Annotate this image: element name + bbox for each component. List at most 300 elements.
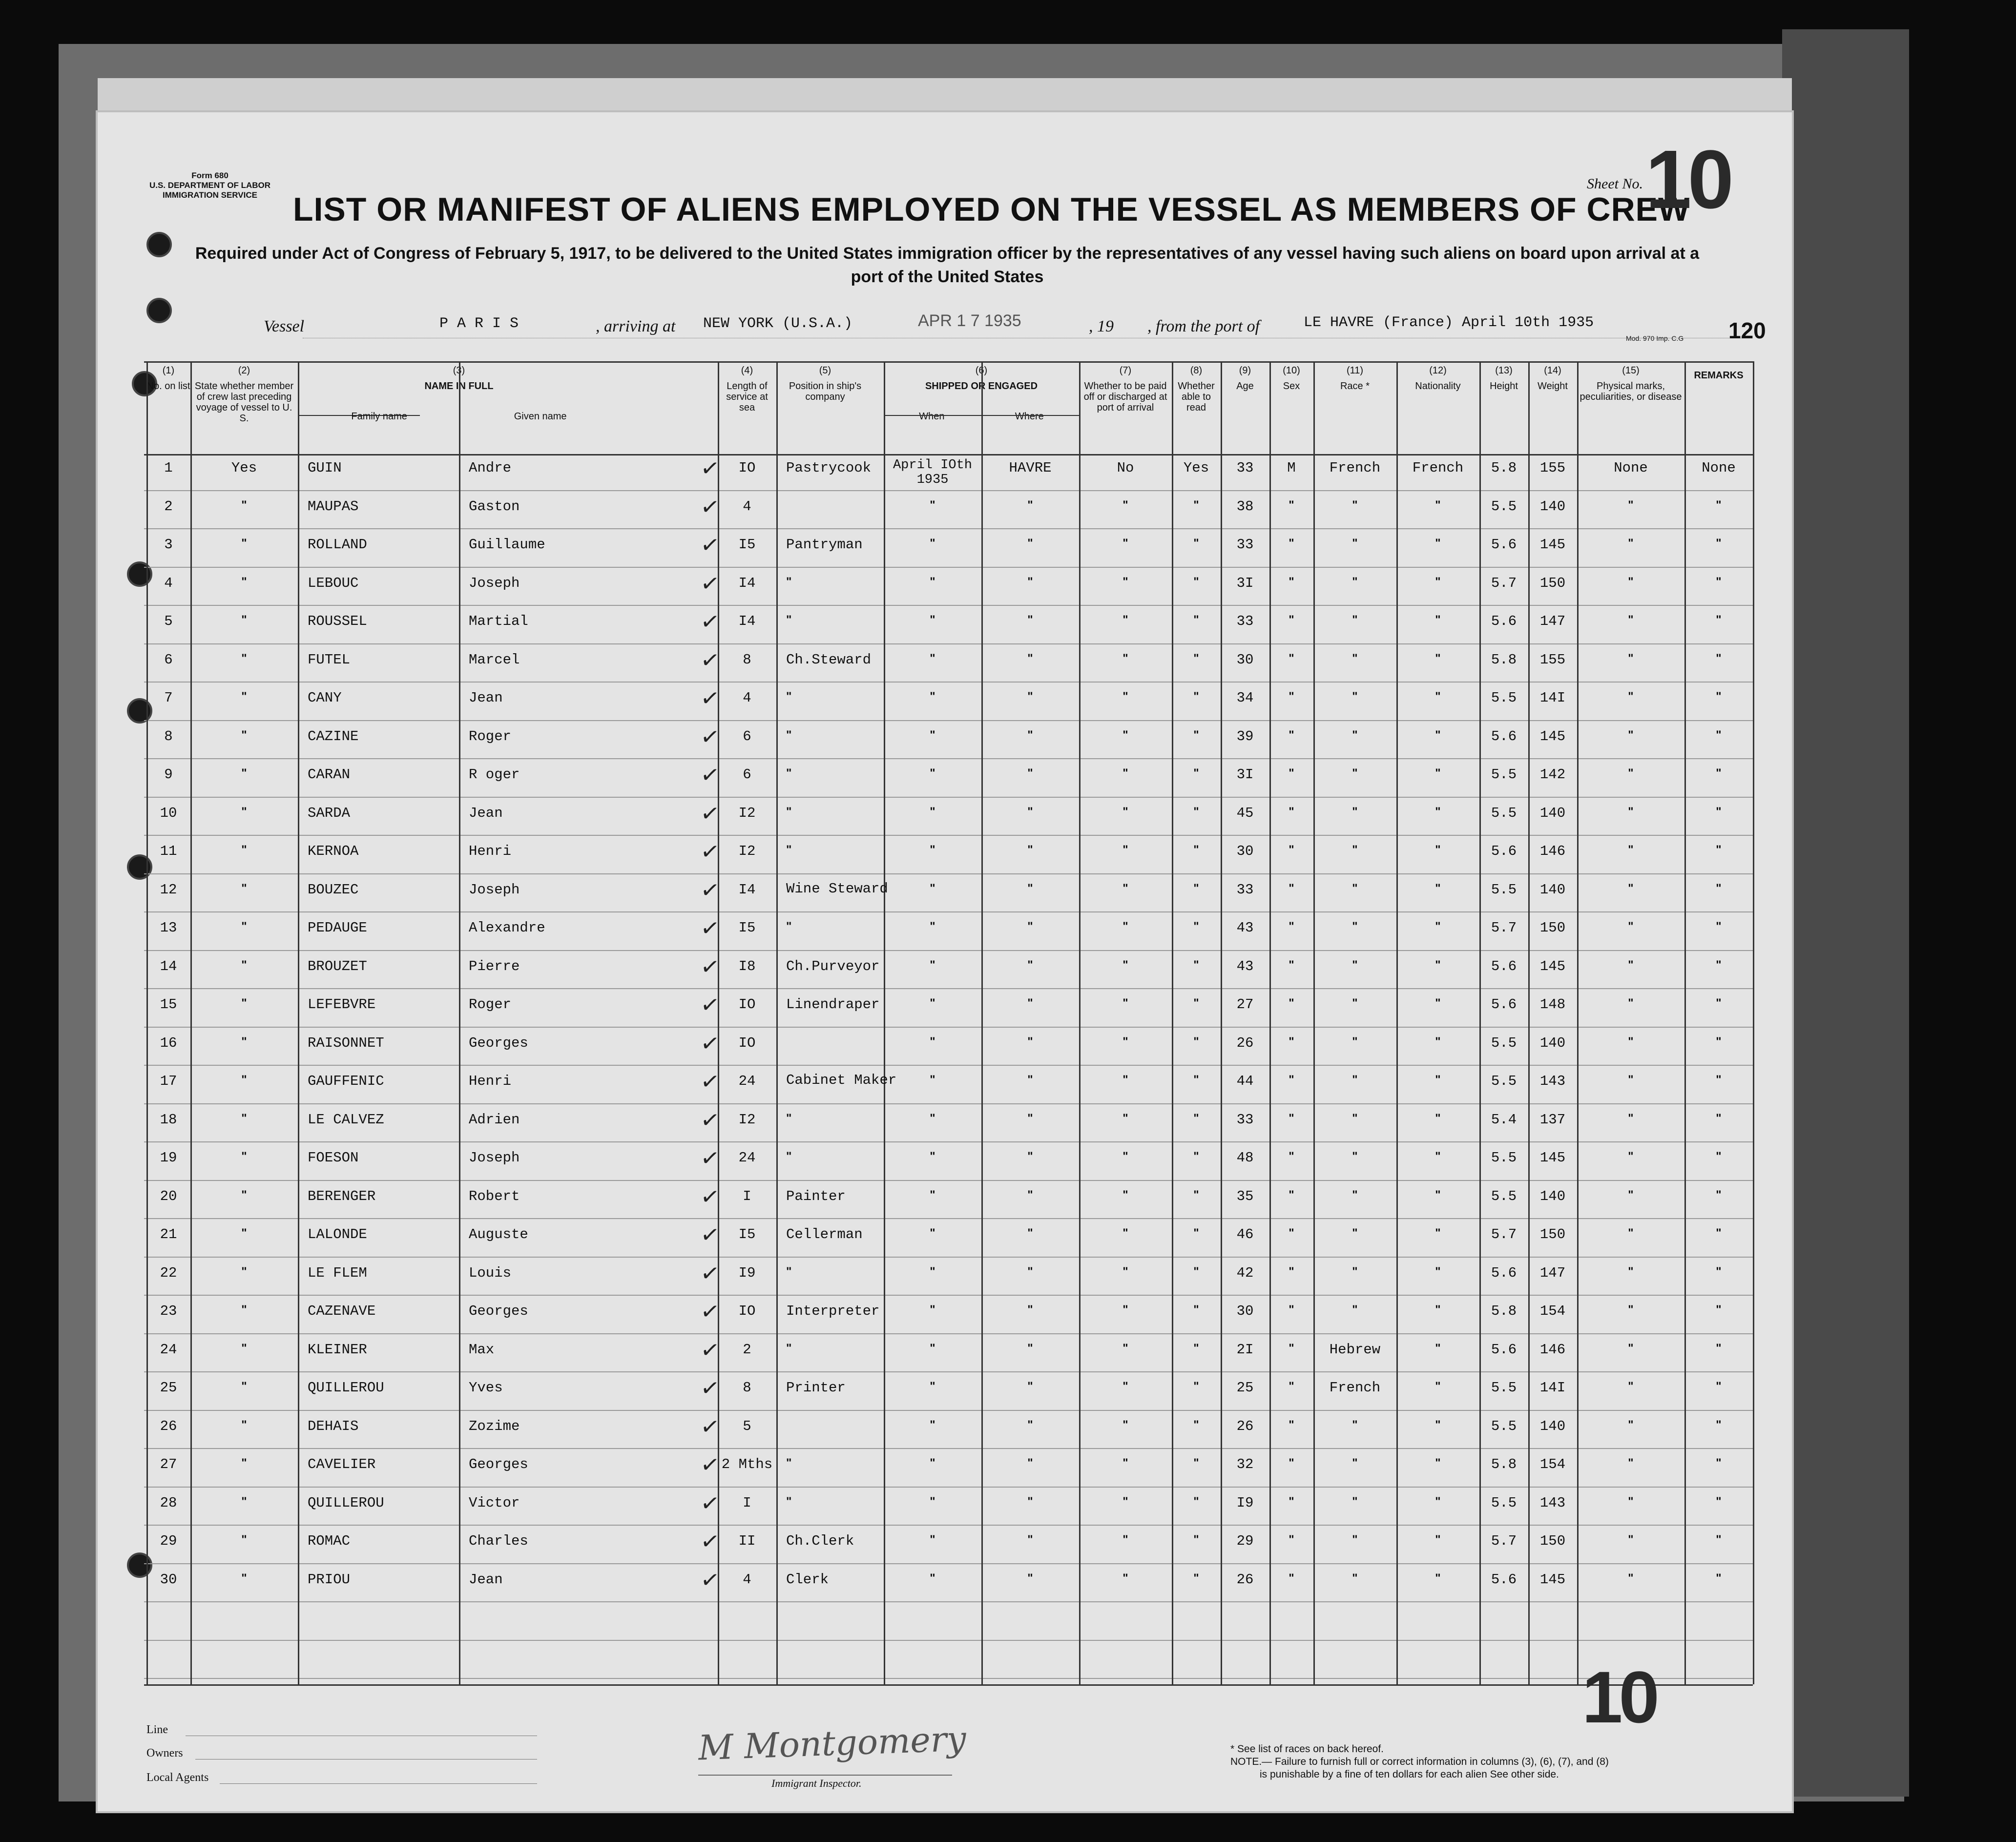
cell-remarks: ": [1716, 1380, 1722, 1393]
table-row-rule: [144, 835, 1753, 836]
table-row-rule: [144, 1448, 1753, 1449]
table-row-rule: [144, 682, 1753, 683]
column-label: REMARKS: [1694, 370, 1744, 381]
cell-when: ": [930, 1341, 935, 1355]
cell-marks: ": [1628, 766, 1634, 780]
cell-paid: ": [1122, 996, 1128, 1010]
cell-no: 23: [160, 1303, 177, 1319]
cell-read: ": [1193, 1226, 1199, 1240]
table-row-rule: [144, 1103, 1753, 1104]
cell-race: ": [1352, 498, 1358, 512]
cell-where: ": [1027, 881, 1033, 895]
cell-race: ": [1352, 958, 1358, 972]
column-number: (11): [1346, 365, 1364, 376]
cell-where: ": [1027, 1111, 1033, 1125]
cell-remarks: ": [1716, 613, 1722, 626]
cell-when: ": [930, 1111, 935, 1125]
cell-read: ": [1193, 1188, 1199, 1201]
cell-position: Ch.Steward: [786, 651, 872, 668]
cell-service: 4: [743, 498, 751, 515]
table-row-rule: [144, 528, 1753, 529]
checkmark: ✓: [699, 799, 722, 828]
cell-read: ": [1193, 958, 1199, 972]
cell-where: ": [1027, 1571, 1033, 1585]
cell-marks: ": [1628, 843, 1634, 856]
cell-family: ROUSSEL: [308, 613, 367, 629]
cell-weight: 14I: [1539, 1380, 1566, 1396]
checkmark: ✓: [699, 454, 722, 483]
cell-sex: ": [1289, 1571, 1294, 1585]
cell-nationality: ": [1435, 1341, 1441, 1355]
table-row-rule: [144, 1180, 1753, 1181]
cell-no: 3: [164, 537, 173, 553]
cell-given: Max: [469, 1341, 495, 1358]
cell-sex: ": [1289, 728, 1294, 742]
cell-service: I5: [738, 537, 756, 553]
cell-remarks: ": [1716, 651, 1722, 665]
cell-sex: ": [1289, 996, 1294, 1010]
cell-service: I: [743, 1494, 751, 1511]
cell-nationality: ": [1435, 843, 1441, 856]
table-row-rule: [144, 1257, 1753, 1258]
cell-service: IO: [738, 996, 756, 1013]
cell-sex: ": [1289, 651, 1294, 665]
cell-service: II: [738, 1533, 756, 1549]
cell-paid: ": [1122, 498, 1128, 512]
cell-age: 33: [1236, 1111, 1254, 1128]
cell-race: ": [1352, 1303, 1358, 1316]
cell-age: 42: [1236, 1264, 1254, 1281]
cell-age: 45: [1236, 805, 1254, 821]
table-row-rule: [144, 1141, 1753, 1142]
checkmark: ✓: [699, 760, 722, 789]
binder-hole: [146, 298, 172, 323]
cell-weight: 154: [1539, 1303, 1566, 1319]
cell-when: ": [930, 537, 935, 550]
inspector-signature: M Montgomery: [697, 1718, 967, 1768]
cell-when: ": [930, 843, 935, 856]
cell-weight: 145: [1539, 537, 1566, 553]
agents-underline: [220, 1783, 537, 1784]
cell-when: ": [930, 1303, 935, 1316]
cell-race: Hebrew: [1329, 1341, 1381, 1358]
races-note: * See list of races on back hereof.: [1230, 1743, 1384, 1755]
column-header-11: [1313, 365, 1396, 392]
checkmark: ✓: [699, 492, 722, 521]
cell-no: 18: [160, 1111, 177, 1128]
cell-when: ": [930, 728, 935, 742]
cell-given: Georges: [469, 1035, 528, 1051]
cell-marks: ": [1628, 1226, 1634, 1240]
cell-where: ": [1027, 1494, 1033, 1508]
checkmark: ✓: [699, 1143, 722, 1173]
cell-weight: 146: [1539, 843, 1566, 859]
checkmark: ✓: [699, 990, 722, 1019]
cell-weight: 143: [1539, 1494, 1566, 1511]
from-port: LE HAVRE (France) April 10th 1935: [1304, 314, 1594, 331]
cell-paid: ": [1122, 1150, 1128, 1163]
cell-when: ": [930, 1073, 935, 1086]
cell-remarks: ": [1716, 996, 1722, 1010]
cell-height: 5.7: [1491, 1226, 1517, 1242]
cell-position: ": [786, 1494, 792, 1508]
cell-no: 12: [160, 881, 177, 898]
cell-age: 2I: [1236, 1341, 1254, 1358]
cell-given: Jean: [469, 805, 503, 821]
cell-height: 5.6: [1491, 537, 1517, 553]
cell-paid: ": [1122, 613, 1128, 626]
cell-sex: ": [1289, 613, 1294, 626]
cell-position: Printer: [786, 1380, 846, 1396]
cell-where: ": [1027, 1380, 1033, 1393]
cell-family: FUTEL: [308, 651, 351, 668]
cell-sex: ": [1289, 766, 1294, 780]
cell-read: ": [1193, 996, 1199, 1010]
cell-race: ": [1352, 613, 1358, 626]
cell-paid: ": [1122, 575, 1128, 588]
checkmark: ✓: [699, 837, 722, 866]
cell-paid: ": [1122, 1035, 1128, 1048]
cell-weight: 155: [1539, 460, 1566, 476]
cell-when: ": [930, 1188, 935, 1201]
cell-sex: ": [1289, 1456, 1294, 1469]
cell-when: ": [930, 690, 935, 703]
cell-service: I5: [738, 920, 756, 936]
cell-service: 4: [743, 1571, 751, 1588]
checkmark: ✓: [699, 913, 722, 943]
cell-nationality: ": [1435, 1533, 1441, 1546]
cell-marks: ": [1628, 575, 1634, 588]
cell-family: FOESON: [308, 1150, 359, 1166]
cell-prev: ": [241, 728, 247, 742]
cell-nationality: ": [1435, 1380, 1441, 1393]
cell-when: ": [930, 1571, 935, 1585]
cell-height: 5.6: [1491, 728, 1517, 745]
cell-remarks: ": [1716, 805, 1722, 818]
cell-marks: None: [1614, 460, 1648, 476]
cell-when: ": [930, 1533, 935, 1546]
cell-position: ": [786, 1111, 792, 1125]
cell-marks: ": [1628, 805, 1634, 818]
cell-position: Ch.Purveyor: [786, 958, 880, 974]
cell-no: 16: [160, 1035, 177, 1051]
table-row-rule: [144, 605, 1753, 606]
cell-no: 26: [160, 1418, 177, 1434]
cell-age: 30: [1236, 651, 1254, 668]
cell-race: ": [1352, 1571, 1358, 1585]
cell-race: ": [1352, 805, 1358, 818]
cell-service: I: [743, 1188, 751, 1204]
table-column-divider: [1079, 361, 1081, 1684]
cell-height: 5.8: [1491, 651, 1517, 668]
cell-no: 30: [160, 1571, 177, 1588]
table-row-rule: [144, 567, 1753, 568]
cell-nationality: ": [1435, 1226, 1441, 1240]
column-subheader: Family name: [351, 411, 407, 422]
cell-where: ": [1027, 537, 1033, 550]
cell-nationality: ": [1435, 1571, 1441, 1585]
cell-given: Georges: [469, 1456, 528, 1472]
cell-nationality: ": [1435, 1073, 1441, 1086]
cell-where: ": [1027, 651, 1033, 665]
column-number: (5): [819, 365, 831, 376]
cell-when: ": [930, 613, 935, 626]
cell-given: Louis: [469, 1264, 512, 1281]
cell-given: Jean: [469, 1571, 503, 1588]
cell-marks: ": [1628, 1303, 1634, 1316]
cell-no: 29: [160, 1533, 177, 1549]
cell-weight: 145: [1539, 958, 1566, 974]
cell-read: ": [1193, 1264, 1199, 1278]
form-service: IMMIGRATION SERVICE: [163, 190, 257, 200]
cell-weight: 150: [1539, 575, 1566, 591]
cell-service: IO: [738, 1303, 756, 1319]
table-column-divider: [1753, 361, 1754, 1684]
cell-race: ": [1352, 1188, 1358, 1201]
cell-given: Victor: [469, 1494, 520, 1511]
cell-prev: ": [241, 1264, 247, 1278]
cell-height: 5.6: [1491, 958, 1517, 974]
column-number: (15): [1622, 365, 1640, 376]
cell-sex: ": [1289, 881, 1294, 895]
cell-remarks: ": [1716, 843, 1722, 856]
column-header-16: [1684, 365, 1753, 381]
cell-position: ": [786, 1150, 792, 1163]
table-row-rule: [144, 950, 1753, 951]
cell-marks: ": [1628, 613, 1634, 626]
cell-sex: ": [1289, 805, 1294, 818]
cell-prev: ": [241, 651, 247, 665]
cell-family: QUILLEROU: [308, 1494, 384, 1511]
cell-remarks: ": [1716, 958, 1722, 972]
cell-age: 33: [1236, 881, 1254, 898]
cell-marks: ": [1628, 1073, 1634, 1086]
cell-height: 5.5: [1491, 766, 1517, 783]
cell-position: ": [786, 1341, 792, 1355]
cell-no: 7: [164, 690, 173, 706]
table-row-rule: [144, 1601, 1753, 1602]
column-label: Position in ship's company: [789, 381, 862, 402]
cell-family: GAUFFENIC: [308, 1073, 384, 1089]
table-column-divider: [981, 361, 983, 1684]
cell-service: I4: [738, 881, 756, 898]
cell-height: 5.5: [1491, 805, 1517, 821]
cell-height: 5.6: [1491, 1264, 1517, 1281]
cell-remarks: ": [1716, 1111, 1722, 1125]
cell-no: 6: [164, 651, 173, 668]
table-column-divider: [884, 361, 885, 1684]
cell-paid: ": [1122, 958, 1128, 972]
cell-marks: ": [1628, 881, 1634, 895]
cell-nationality: ": [1435, 1111, 1441, 1125]
table-row-rule: [144, 1410, 1753, 1411]
cell-when: ": [930, 1418, 935, 1431]
cell-when: ": [930, 651, 935, 665]
checkmark: ✓: [699, 1297, 722, 1326]
column-header-15: [1577, 365, 1684, 402]
cell-age: 27: [1236, 996, 1254, 1013]
column-number: (7): [1119, 365, 1132, 376]
checkmark: ✓: [699, 1182, 722, 1211]
cell-prev: ": [241, 575, 247, 588]
cell-paid: ": [1122, 1111, 1128, 1125]
table-column-divider: [459, 361, 460, 1684]
cell-position: ": [786, 1456, 792, 1469]
cell-remarks: ": [1716, 690, 1722, 703]
cell-age: 38: [1236, 498, 1254, 515]
cell-paid: ": [1122, 805, 1128, 818]
cell-when: ": [930, 1380, 935, 1393]
cell-no: 15: [160, 996, 177, 1013]
cell-when: ": [930, 1264, 935, 1278]
cell-when: ": [930, 958, 935, 972]
local-agents-label: Local Agents: [146, 1771, 209, 1784]
cell-race: ": [1352, 766, 1358, 780]
cell-position: ": [786, 843, 792, 856]
cell-marks: ": [1628, 1188, 1634, 1201]
cell-read: ": [1193, 1380, 1199, 1393]
cell-family: DEHAIS: [308, 1418, 359, 1434]
cell-family: KERNOA: [308, 843, 359, 859]
column-number: (9): [1239, 365, 1251, 376]
cell-remarks: ": [1716, 1456, 1722, 1469]
cell-paid: ": [1122, 1341, 1128, 1355]
cell-prev: ": [241, 498, 247, 512]
cell-where: ": [1027, 958, 1033, 972]
column-header-1: [146, 365, 190, 392]
page-count: 120: [1728, 318, 1766, 343]
cell-paid: ": [1122, 651, 1128, 665]
cell-when: ": [930, 1494, 935, 1508]
cell-weight: 155: [1539, 651, 1566, 668]
cell-paid: No: [1117, 460, 1134, 476]
cell-weight: 143: [1539, 1073, 1566, 1089]
cell-when: ": [930, 1150, 935, 1163]
cell-prev: ": [241, 1303, 247, 1316]
table-row-rule: [144, 1371, 1753, 1372]
cell-race: ": [1352, 1035, 1358, 1048]
cell-position: ": [786, 920, 792, 933]
top-paper-strip: [98, 78, 1792, 112]
cell-marks: ": [1628, 958, 1634, 972]
manifest-page: [98, 112, 1792, 1811]
table-column-divider: [1172, 361, 1173, 1684]
cell-where: ": [1027, 1533, 1033, 1546]
cell-service: 2: [743, 1341, 751, 1358]
manifest-subtitle: [146, 242, 1748, 289]
cell-read: ": [1193, 1494, 1199, 1508]
cell-age: 30: [1236, 843, 1254, 859]
cell-when: April IOth 1935: [893, 458, 973, 487]
cell-no: 19: [160, 1150, 177, 1166]
column-header-9: [1221, 365, 1269, 392]
cell-where: ": [1027, 1226, 1033, 1240]
cell-given: Adrien: [469, 1111, 520, 1128]
cell-weight: 150: [1539, 920, 1566, 936]
cell-service: IO: [738, 1035, 756, 1051]
cell-no: 2: [164, 498, 173, 515]
cell-height: 5.5: [1491, 1073, 1517, 1089]
table-row-rule: [144, 1333, 1753, 1334]
cell-read: ": [1193, 920, 1199, 933]
cell-marks: ": [1628, 1418, 1634, 1431]
table-row-rule: [144, 1678, 1753, 1679]
column-subheader: When: [919, 411, 945, 422]
column-header-7: [1079, 365, 1172, 413]
cell-marks: ": [1628, 690, 1634, 703]
cell-service: I2: [738, 1111, 756, 1128]
cell-position: ": [786, 613, 792, 626]
cell-age: 30: [1236, 1303, 1254, 1319]
cell-family: CAVELIER: [308, 1456, 376, 1472]
cell-weight: 145: [1539, 728, 1566, 745]
table-column-divider: [1313, 361, 1315, 1684]
cell-family: MAUPAS: [308, 498, 359, 515]
column-number: (6): [975, 365, 988, 376]
cell-no: 5: [164, 613, 173, 629]
owners-label: Owners: [146, 1747, 183, 1759]
cell-sex: ": [1289, 1150, 1294, 1163]
cell-remarks: ": [1716, 1035, 1722, 1048]
table-row-rule: [144, 1218, 1753, 1219]
cell-weight: 150: [1539, 1533, 1566, 1549]
cell-when: ": [930, 1226, 935, 1240]
cell-given: Joseph: [469, 881, 520, 898]
cell-no: 13: [160, 920, 177, 936]
cell-remarks: ": [1716, 728, 1722, 742]
cell-paid: ": [1122, 728, 1128, 742]
cell-nationality: ": [1435, 1188, 1441, 1201]
cell-where: ": [1027, 575, 1033, 588]
column-header-14: [1528, 365, 1577, 392]
cell-position: ": [786, 1264, 792, 1278]
cell-marks: ": [1628, 498, 1634, 512]
cell-height: 5.5: [1491, 881, 1517, 898]
cell-remarks: ": [1716, 1226, 1722, 1240]
table-row-rule: [144, 490, 1753, 491]
cell-position: Painter: [786, 1188, 846, 1204]
checkmark: ✓: [699, 1412, 722, 1441]
mod-note: Mod. 970 Imp. C.G: [1626, 334, 1684, 342]
cell-read: ": [1193, 1418, 1199, 1431]
cell-paid: ": [1122, 920, 1128, 933]
cell-weight: 14I: [1539, 690, 1566, 706]
cell-given: Martial: [469, 613, 528, 629]
cell-family: ROMAC: [308, 1533, 351, 1549]
cell-when: ": [930, 996, 935, 1010]
cell-position: ": [786, 728, 792, 742]
cell-family: PRIOU: [308, 1571, 351, 1588]
cell-no: 4: [164, 575, 173, 591]
shipped-header-subdivider: [884, 415, 1079, 416]
table-row-rule: [144, 911, 1753, 912]
cell-age: 26: [1236, 1035, 1254, 1051]
cell-marks: ": [1628, 1380, 1634, 1393]
cell-marks: ": [1628, 1264, 1634, 1278]
table-column-divider: [776, 361, 778, 1684]
cell-remarks: ": [1716, 537, 1722, 550]
cell-family: CANY: [308, 690, 342, 706]
cell-race: ": [1352, 1494, 1358, 1508]
cell-marks: ": [1628, 1571, 1634, 1585]
checkmark: ✓: [699, 530, 722, 559]
cell-sex: ": [1289, 690, 1294, 703]
cell-read: ": [1193, 1073, 1199, 1086]
checkmark: ✓: [699, 1527, 722, 1556]
table-row-rule: [144, 873, 1753, 874]
cell-service: 5: [743, 1418, 751, 1434]
cell-race: ": [1352, 920, 1358, 933]
